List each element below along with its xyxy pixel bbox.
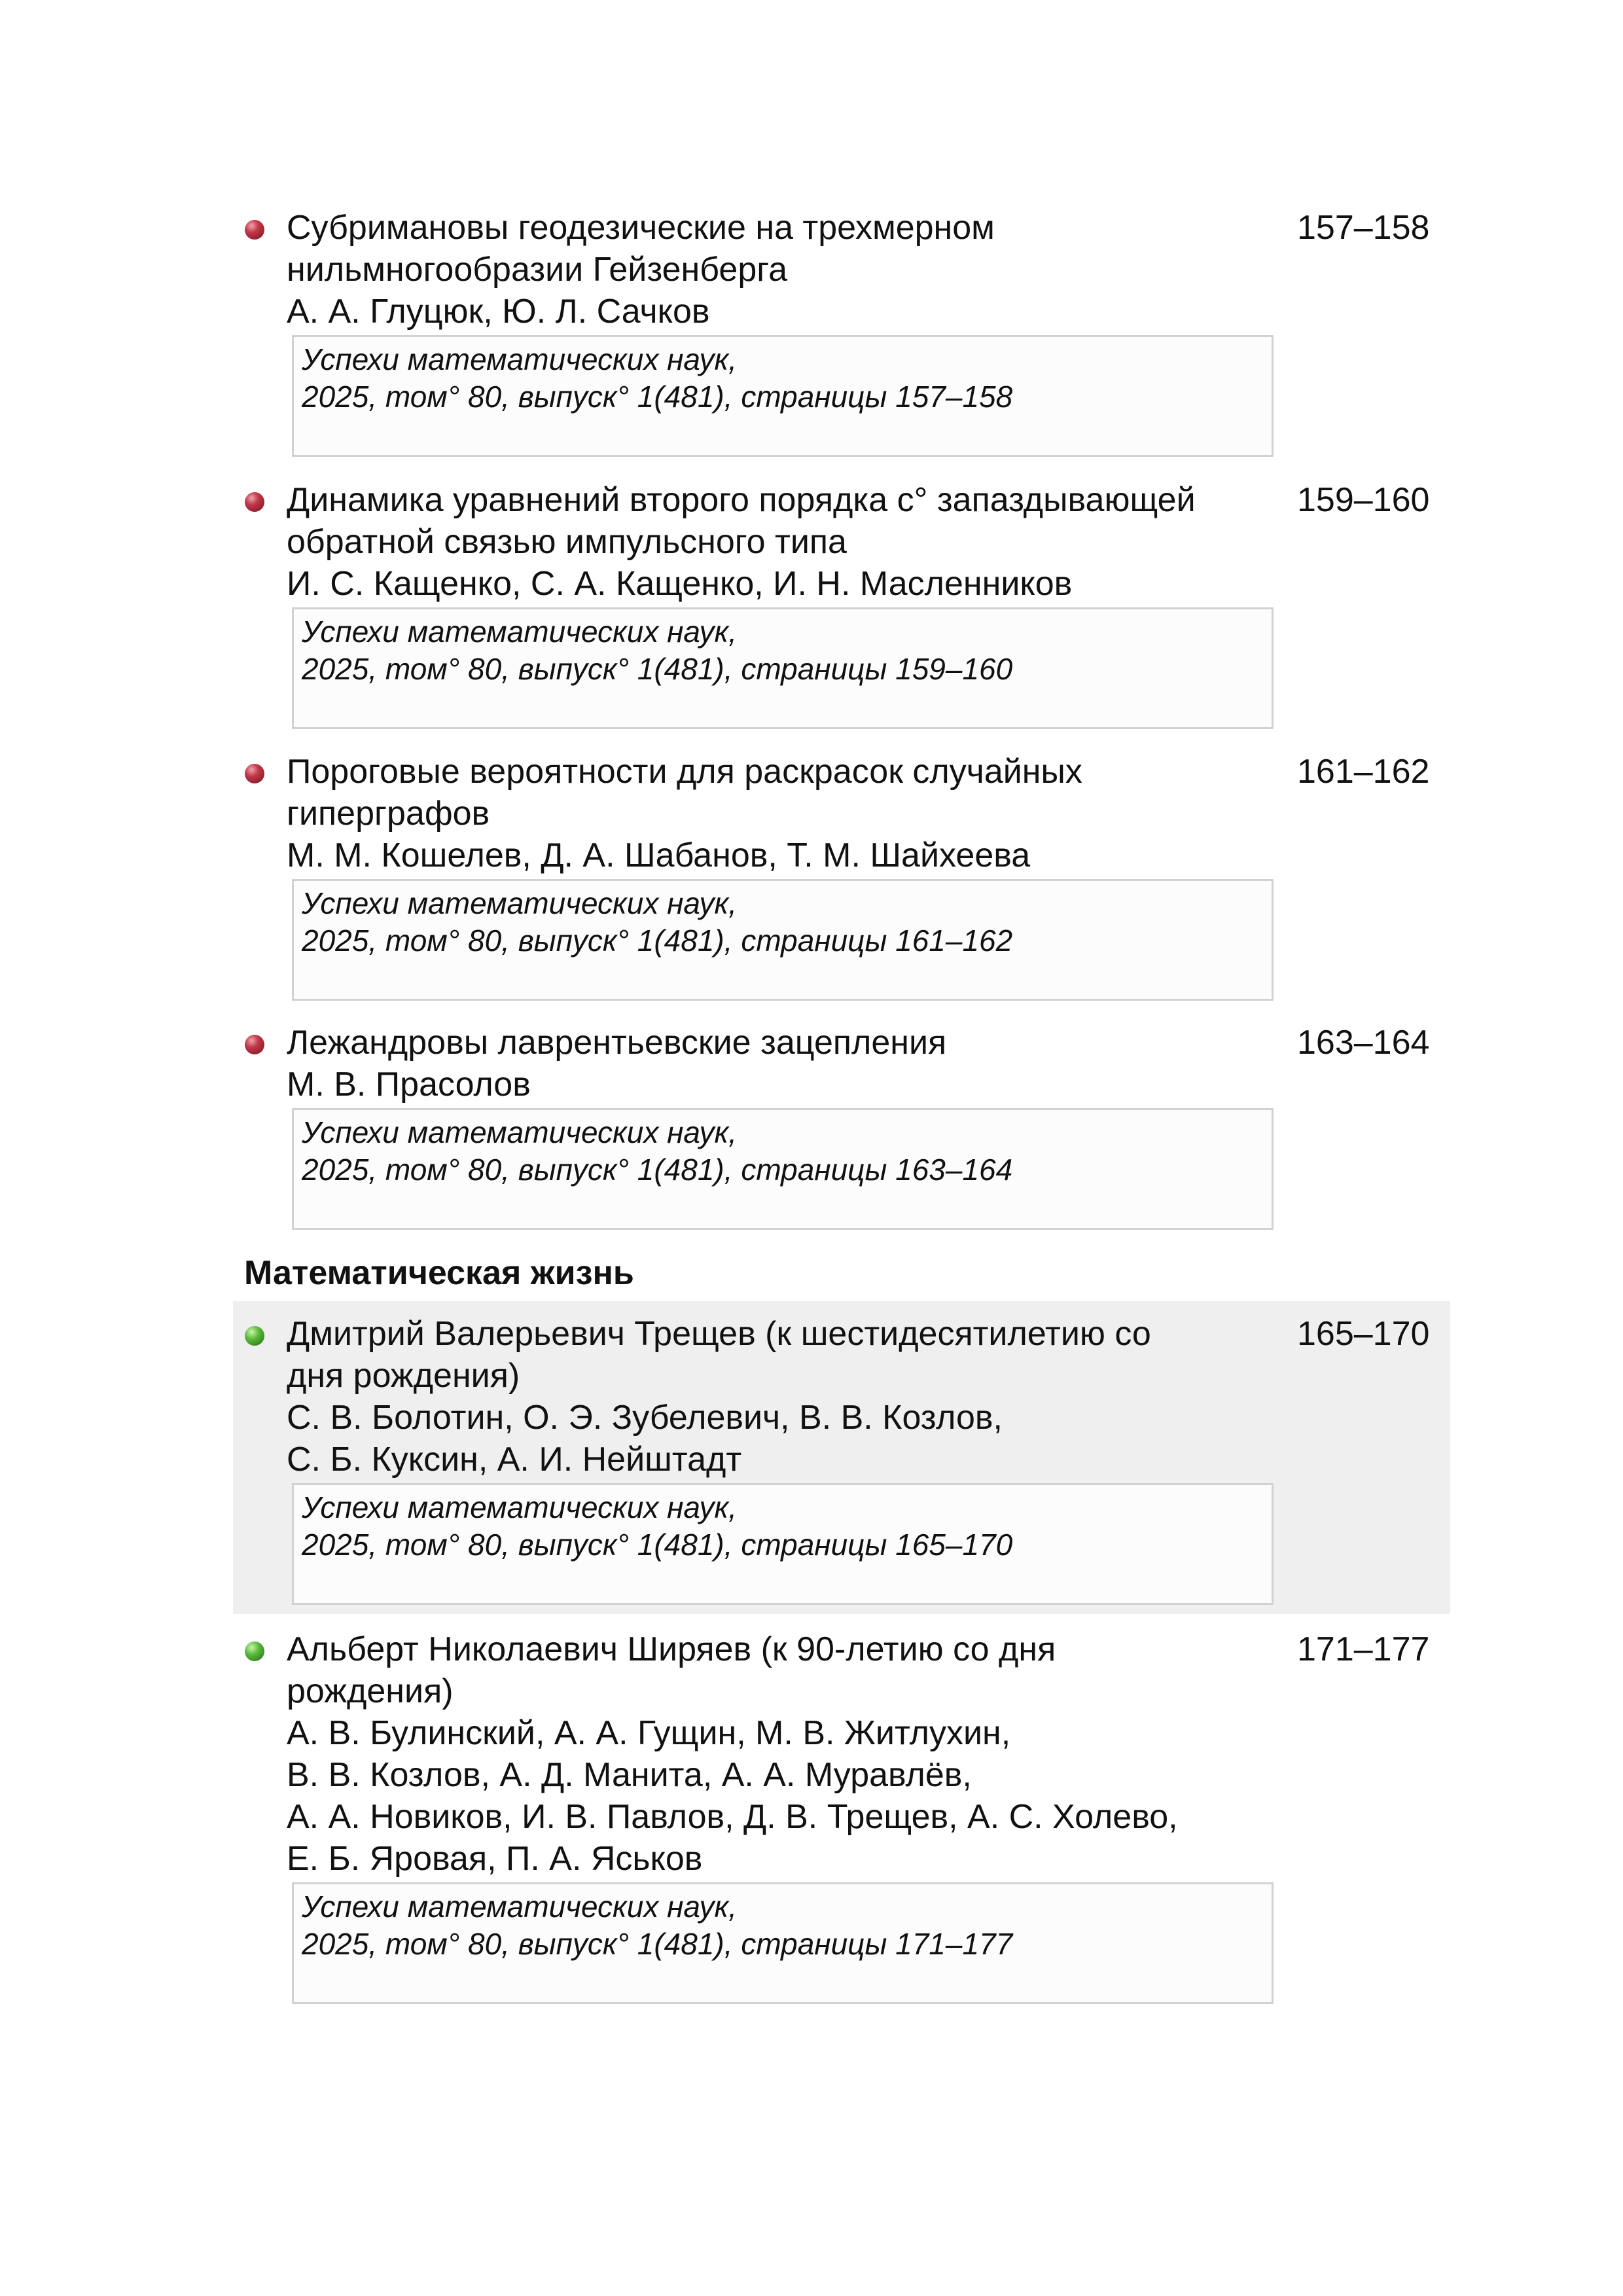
red-bullet-icon: [245, 1035, 264, 1054]
article-authors: А. А. Глуцюк, Ю. Л. Сачков: [287, 293, 710, 331]
red-bullet-icon: [245, 764, 264, 783]
source-citation-box: [292, 607, 1274, 729]
article-title[interactable]: Дмитрий Валерьевич Трещев (к шестидесятилетию со дня рождения): [287, 1315, 1151, 1395]
article-authors: И. С. Кащенко, С. А. Кащенко, И. Н. Масленников: [287, 565, 1073, 603]
page-range: 171–177: [1297, 1630, 1430, 1668]
citation-details: 2025, том° 80, выпуск° 1(481), страницы 159–160: [302, 652, 1013, 686]
page-range: 163–164: [1297, 1024, 1430, 1062]
green-bullet-icon: [245, 1641, 264, 1661]
journal-name: Успехи математических наук,: [302, 1890, 737, 1924]
journal-name: Успехи математических наук,: [302, 1115, 737, 1149]
toc-entry: [233, 748, 1450, 1010]
journal-name: Успехи математических наук,: [302, 342, 737, 376]
source-citation-box: [292, 335, 1274, 457]
article-title[interactable]: Субримановы геодезические на трехмерном нильмногообразии Гейзенберга: [287, 209, 995, 289]
toc-entry: [233, 204, 1450, 466]
journal-name: Успехи математических наук,: [302, 1490, 737, 1524]
article-title[interactable]: Лежандровы лаврентьевские зацепления: [287, 1024, 947, 1062]
page-range: 161–162: [1297, 753, 1430, 791]
article-authors: С. В. Болотин, О. Э. Зубелевич, В. В. Козлов, С. Б. Куксин, А. И. Нейштадт: [287, 1399, 1003, 1479]
page-range: 165–170: [1297, 1315, 1430, 1353]
section-heading: Математическая жизнь: [244, 1254, 634, 1292]
citation-details: 2025, том° 80, выпуск° 1(481), страницы 157–158: [302, 380, 1013, 414]
article-title[interactable]: Альберт Николаевич Ширяев (к 90-летию со дня рождения): [287, 1630, 1056, 1710]
article-authors: М. М. Кошелев, Д. А. Шабанов, Т. М. Шайхеева: [287, 836, 1031, 874]
green-bullet-icon: [245, 1326, 264, 1346]
source-citation-box: [292, 879, 1274, 1001]
source-citation-box: [292, 1483, 1274, 1605]
article-title[interactable]: Пороговые вероятности для раскрасок случайных гиперграфов: [287, 753, 1082, 833]
article-title[interactable]: Динамика уравнений второго порядка с° запаздывающей обратной связью импульсного типа: [287, 481, 1196, 561]
citation-details: 2025, том° 80, выпуск° 1(481), страницы 161–162: [302, 924, 1013, 958]
toc-entry: [233, 1019, 1450, 1242]
citation-details: 2025, том° 80, выпуск° 1(481), страницы 165–170: [302, 1528, 1013, 1562]
article-authors: М. В. Прасолов: [287, 1066, 531, 1103]
source-citation-box: [292, 1882, 1274, 2004]
source-citation-box: [292, 1108, 1274, 1230]
page-range: 159–160: [1297, 481, 1430, 519]
red-bullet-icon: [245, 492, 264, 512]
toc-entry: [233, 1626, 1450, 2018]
toc-entry-highlighted: [233, 1301, 1450, 1614]
journal-name: Успехи математических наук,: [302, 886, 737, 920]
toc-entry: [233, 476, 1450, 738]
red-bullet-icon: [245, 220, 264, 240]
journal-name: Успехи математических наук,: [302, 615, 737, 649]
citation-details: 2025, том° 80, выпуск° 1(481), страницы 163–164: [302, 1153, 1013, 1187]
page-range: 157–158: [1297, 209, 1430, 247]
article-authors: А. В. Булинский, А. А. Гущин, М. В. Житлухин, В. В. Козлов, А. Д. Манита, А. А. Муравлёв, А. А. Новиков, И. В. Павлов, Д. В. Трещев, А. С. Холево, Е. Б. Яровая, П. А. Яськов: [287, 1714, 1178, 1878]
citation-details: 2025, том° 80, выпуск° 1(481), страницы 171–177: [302, 1927, 1013, 1961]
